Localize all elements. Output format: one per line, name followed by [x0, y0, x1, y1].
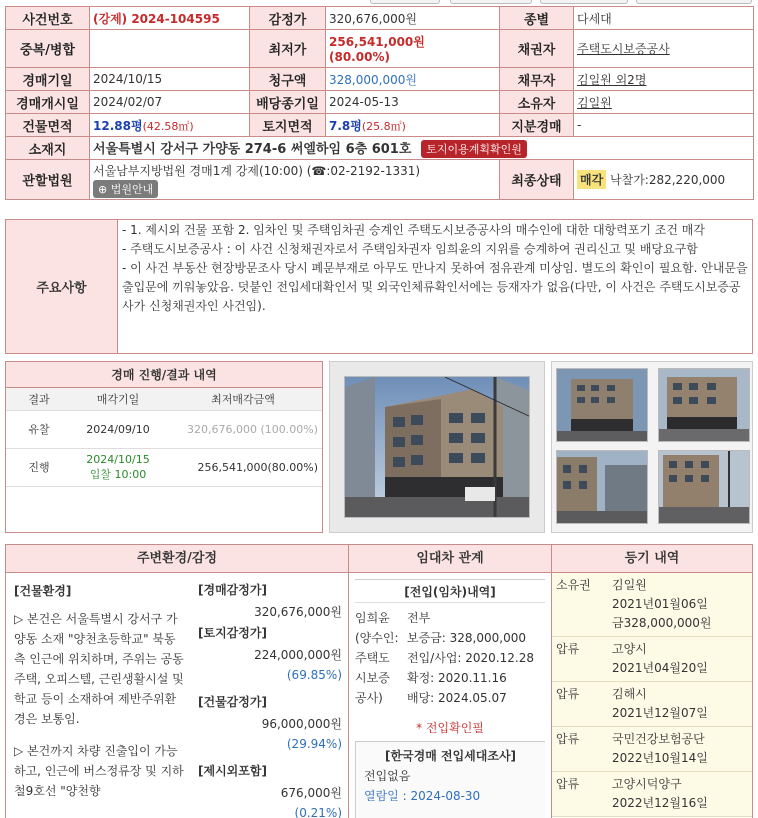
bldg-app-title: [건물감정가]: [198, 695, 267, 709]
environment-panel: [6, 545, 349, 818]
bldg-area-cell: [90, 114, 250, 137]
lease-row: [355, 669, 545, 687]
plus-circle-icon: ⊕: [98, 182, 108, 196]
type-label: 종별: [500, 7, 574, 30]
thumbnail-photo-4[interactable]: [658, 450, 750, 524]
lease-row: [355, 629, 545, 647]
list-item: [552, 772, 752, 817]
bldg-area-m2: (42.58㎡): [142, 119, 194, 133]
registry-date: 2022년10월14일: [612, 751, 708, 765]
progress-header-result: 결과: [6, 388, 72, 410]
registry-kind: 소유권: [556, 578, 591, 592]
lease-note: * 전입확인필: [416, 721, 484, 735]
registry-date: 2022년12월16일: [612, 796, 708, 810]
bottom-panels: [5, 544, 753, 818]
registry-date: 2021년12월07일: [612, 706, 708, 720]
registry-holder: 고양시: [612, 642, 647, 656]
min-price: 256,541,000원: [329, 35, 425, 49]
case-info-table: [5, 6, 754, 200]
tenant-dividend: 배당: 2024.05.07: [407, 691, 507, 705]
registry-holder: 김해시: [612, 687, 647, 701]
dup-value: [90, 30, 250, 68]
start-date: 2024/02/07: [90, 91, 250, 114]
registry-detail: [612, 730, 752, 768]
row-result: 진행: [6, 448, 72, 486]
dividend-date: 2024-05-13: [326, 91, 500, 114]
claim-label: 청구액: [250, 68, 326, 91]
registry-holder: 고양시덕양구: [612, 777, 682, 791]
registry-detail: [612, 685, 752, 723]
auction-app-value: 320,676,000원: [254, 605, 342, 619]
location-cell: [90, 137, 754, 160]
extra-app-pct: (0.21%): [294, 806, 342, 818]
thumbnail-gallery: [551, 361, 753, 533]
list-item: [552, 573, 752, 637]
row-time: 입찰 10:00: [89, 467, 147, 481]
bldg-env-title: [건물환경]: [14, 584, 72, 598]
environment-title: 주변환경/감정: [6, 545, 348, 573]
list-item: [552, 682, 752, 727]
registry-detail: [612, 775, 752, 813]
env-para-1: ▷ 본건은 서울특별시 강서구 가양동 소재 "양천초등학교" 북동측 인근에 위치하며, 주위는 공동주택, 오피스텔, 근린생활시설 및 학교 등이 소재하여 제반주위환경은 보통임.: [14, 612, 184, 726]
lease-box: [355, 579, 545, 736]
auction-app-title: [경매감정가]: [198, 583, 267, 597]
appraisal-label: 감정가: [250, 7, 326, 30]
location-label: 소재지: [6, 137, 90, 160]
registry-kind: 압류: [556, 642, 580, 656]
main-building-photo[interactable]: [344, 376, 530, 518]
land-app-pct: (69.85%): [286, 668, 342, 682]
registry-date: 2021년01월06일: [612, 597, 708, 611]
row-amount: 256,541,000(80.00%): [164, 448, 322, 486]
bldg-app-pct: (29.94%): [286, 737, 342, 751]
debtor-label: 채무자: [500, 68, 574, 91]
land-app-value: 224,000,000원: [254, 648, 342, 662]
court-label: 관할법원: [6, 160, 90, 200]
row-amount: 320,676,000 (100.00%): [164, 410, 322, 448]
tenant-sub-4: 공사): [355, 691, 383, 705]
share-value: -: [574, 114, 754, 137]
appraisal-value: 320,676,000원: [326, 7, 500, 30]
notes-text: - 1. 제시외 건물 포함 2. 임차인 및 주택임차권 승계인 주택도시보증공사의 매수인에 대한 대항력포기 조건 매각 - 주택도시보증공사 : 이 사건 신청채권자로서 주택임차권자 임희윤의 지위를 승계하여 권리신고 및 배당요구함 - 이 사건 부동산 현장방문조사 당시 폐문부재로 아무도 만나지 못하여 점유관계 미상임. 별도의 확인이 필요함. 안내문을 출입문에 끼워놓았음. 덧붙인 전입세대확인서 및 외국인체류확인서에는 등재자가 없음(다만, 이 사건은 주택도시보증공사가 신청채권자인 사건임).: [122, 223, 748, 313]
tenant-scope: 전부: [407, 611, 431, 625]
location-address: 서울특별시 강서구 가양동 274-6 써엘하임 6층 601호: [93, 142, 412, 157]
owner-link[interactable]: 김일원: [577, 95, 612, 110]
table-row: [6, 410, 322, 448]
owner-label: 소유자: [500, 91, 574, 114]
survey-result: 전입없음: [364, 769, 411, 783]
lease-row: [355, 649, 545, 667]
list-item: [552, 727, 752, 772]
row-date: 2024/09/10: [72, 410, 164, 448]
registry-holder: 국민건강보험공단: [612, 732, 705, 746]
registry-title: 등기 내역: [552, 545, 752, 573]
notes-label: 주요사항: [6, 220, 118, 353]
registry-panel: [552, 545, 752, 818]
top-tab-4[interactable]: [636, 0, 752, 4]
dividend-label: 배당종기일: [250, 91, 326, 114]
progress-header-date: 매각기일: [72, 388, 164, 410]
notes-section: [5, 219, 753, 354]
land-area-m2: (25.8㎡): [361, 119, 406, 133]
auction-progress-panel: [5, 361, 323, 533]
court-guide-button[interactable]: [93, 180, 158, 198]
progress-header-amount: 최저매각금액: [164, 388, 322, 410]
status-badge: 매각: [577, 170, 606, 189]
lease-box-title: [전입(임차)내역]: [355, 582, 545, 603]
registry-detail: [612, 576, 752, 633]
auction-date: 2024/10/15: [90, 68, 250, 91]
env-para-2: ▷ 본건까지 차량 진출입이 가능하고, 인근에 버스정류장 및 지하철9호선 "양천향: [14, 744, 184, 798]
min-price-label: 최저가: [250, 30, 326, 68]
extra-app-title: [제시외포함]: [198, 764, 267, 778]
row-date: 2024/10/15: [86, 452, 150, 466]
list-item: [552, 637, 752, 682]
bldg-app-value: 96,000,000원: [261, 717, 342, 731]
bldg-area-pyeong: 12.88평: [93, 118, 143, 133]
status-label: 최종상태: [500, 160, 574, 200]
tenant-name: 임희윤: [355, 611, 390, 625]
registry-detail: [612, 640, 752, 678]
min-price-cell: [326, 30, 500, 68]
auction-date-label: 경매기일: [6, 68, 90, 91]
table-row: [6, 448, 322, 486]
registry-holder: 김일원: [612, 578, 647, 592]
registry-kind: 압류: [556, 732, 580, 746]
court-info: 서울남부지방법원 경매1계 강제(10:00) (☎:02-2192-1331): [93, 163, 421, 178]
bldg-area-label: 건물면적: [6, 114, 90, 137]
progress-title: 경매 진행/결과 내역: [6, 362, 322, 388]
creditor-link[interactable]: 주택도시보증공사: [577, 42, 670, 56]
min-price-pct: (80.00%): [329, 50, 390, 64]
extra-app-value: 676,000원: [280, 786, 342, 800]
row-date-cell: [72, 448, 164, 486]
type-value: 다세대: [574, 7, 754, 30]
status-cell: [574, 160, 754, 200]
tenant-sub: (양수인:: [355, 631, 399, 645]
survey-date: 열람일 : 2024-08-30: [364, 789, 481, 803]
registry-kind: 압류: [556, 687, 580, 701]
thumbnail-photo-2[interactable]: [658, 368, 750, 442]
top-tab-2[interactable]: [450, 0, 532, 4]
land-app-title: [토지감정가]: [198, 626, 267, 640]
top-tab-1[interactable]: [370, 0, 440, 4]
lease-row: [355, 609, 545, 627]
lease-title: 임대차 관계: [349, 545, 551, 573]
share-label: 지분경매: [500, 114, 574, 137]
land-use-button[interactable]: 토지이용계획확인원: [421, 140, 527, 158]
registry-kind: 압류: [556, 777, 580, 791]
tenant-sub-3: 시보증: [355, 671, 390, 685]
start-date-label: 경매개시일: [6, 91, 90, 114]
survey-title: [한국경매 전입세대조사]: [384, 749, 517, 763]
tenant-moved-in: 전입/사업: 2020.12.28: [407, 651, 534, 665]
appraisal-breakdown: [198, 581, 342, 818]
lease-panel: [349, 545, 552, 818]
claim-value: 328,000,000원: [326, 68, 500, 91]
case-no-label: 사건번호: [6, 7, 90, 30]
case-no: (강제) 2024-104595: [90, 7, 250, 30]
registry-date: 2021년04월20일: [612, 661, 708, 675]
survey-box: [355, 741, 545, 818]
progress-table: [6, 388, 322, 487]
creditor-label: 채권자: [500, 30, 574, 68]
land-area-cell: [326, 114, 500, 137]
land-area-label: 토지면적: [250, 114, 326, 137]
registry-amount: 금328,000,000원: [612, 616, 712, 630]
thumbnail-photo-1[interactable]: [556, 368, 648, 442]
tenant-fixed-date: 확정: 2020.11.16: [407, 671, 507, 685]
tenant-deposit: 보증금: 328,000,000: [407, 631, 526, 645]
main-photo-frame: [329, 361, 545, 533]
thumbnail-photo-3[interactable]: [556, 450, 648, 524]
environment-text: [14, 581, 186, 801]
tenant-sub-2: 주택도: [355, 651, 390, 665]
land-area-pyeong: 7.8평: [329, 118, 362, 133]
top-tab-3[interactable]: [540, 0, 628, 4]
court-cell: [90, 160, 500, 200]
dup-label: 중복/병합: [6, 30, 90, 68]
row-result: 유찰: [6, 410, 72, 448]
debtor-link[interactable]: 김일원 외2명: [577, 72, 647, 87]
court-guide-label: 법원안내: [110, 182, 154, 196]
lease-row: [355, 689, 545, 707]
status-detail: 낙찰가:282,220,000: [610, 173, 726, 187]
